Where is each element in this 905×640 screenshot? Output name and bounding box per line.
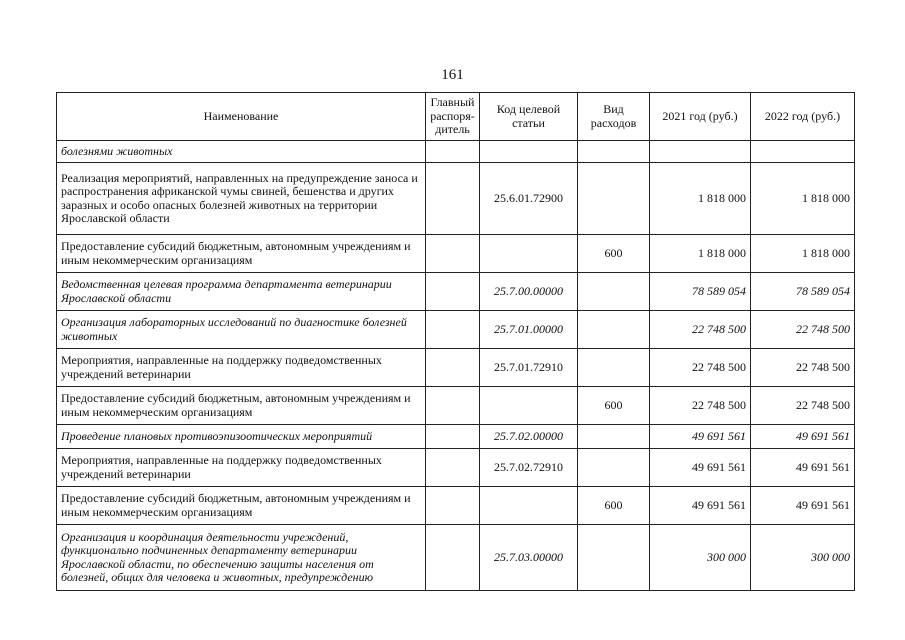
row-2022: 1 818 000: [751, 163, 855, 235]
row-name: Предоставление субсидий бюджетным, автономным учреждениям и иным некоммерческим организациям: [57, 387, 426, 425]
row-name: Мероприятия, направленные на поддержку подведомственных учреждений ветеринарии: [57, 349, 426, 387]
row-2022: 22 748 500: [751, 387, 855, 425]
table-row: [57, 141, 855, 163]
row-2021: 22 748 500: [650, 349, 751, 387]
row-chief: [426, 349, 480, 387]
row-2021: 78 589 054: [650, 273, 751, 311]
row-2021: 49 691 561: [650, 425, 751, 449]
row-name: Реализация мероприятий, направленных на предупреждение заноса и распространения африканской чумы свиней, бешенства и других заразных и особо опасных болезней животных на территории Ярославской области: [57, 163, 426, 235]
row-2021: 22 748 500: [650, 311, 751, 349]
row-expense: [578, 425, 650, 449]
table-row: [57, 273, 855, 311]
row-code: 25.7.00.00000: [480, 273, 578, 311]
row-code: [480, 141, 578, 163]
row-code: 25.7.02.72910: [480, 449, 578, 487]
budget-table: [56, 92, 855, 591]
row-chief: [426, 525, 480, 591]
row-chief: [426, 387, 480, 425]
table-row: [57, 525, 855, 591]
row-expense: [578, 449, 650, 487]
header-expense: Вид расходов: [578, 93, 650, 141]
table-row: [57, 425, 855, 449]
row-code: [480, 235, 578, 273]
table-row: [57, 487, 855, 525]
row-name: Предоставление субсидий бюджетным, автономным учреждениям и иным некоммерческим организациям: [57, 235, 426, 273]
header-chief: Главный распоря-дитель: [426, 93, 480, 141]
row-2022: 300 000: [751, 525, 855, 591]
row-2022: 22 748 500: [751, 311, 855, 349]
row-expense: [578, 273, 650, 311]
row-2021: 22 748 500: [650, 387, 751, 425]
row-2021: 300 000: [650, 525, 751, 591]
row-2022: 1 818 000: [751, 235, 855, 273]
row-2022: 78 589 054: [751, 273, 855, 311]
row-chief: [426, 273, 480, 311]
row-expense: [578, 349, 650, 387]
row-expense: [578, 525, 650, 591]
row-code: 25.6.01.72900: [480, 163, 578, 235]
row-code: 25.7.02.00000: [480, 425, 578, 449]
row-chief: [426, 311, 480, 349]
row-chief: [426, 235, 480, 273]
row-name: Организация и координация деятельности учреждений, функционально подчиненных департаменту ветеринарии Ярославской области, по обеспечению защиты населения от болезней, общих для человека и животных, предупреждению: [57, 525, 426, 591]
row-expense: [578, 311, 650, 349]
row-expense: 600: [578, 487, 650, 525]
header-2022: 2022 год (руб.): [751, 93, 855, 141]
row-2022: 49 691 561: [751, 425, 855, 449]
row-name: Мероприятия, направленные на поддержку подведомственных учреждений ветеринарии: [57, 449, 426, 487]
row-expense: [578, 141, 650, 163]
row-code: 25.7.03.00000: [480, 525, 578, 591]
header-2021: 2021 год (руб.): [650, 93, 751, 141]
row-name: Организация лабораторных исследований по диагностике болезней животных: [57, 311, 426, 349]
table-row: [57, 449, 855, 487]
table-row: [57, 235, 855, 273]
row-2022: [751, 141, 855, 163]
table-row: [57, 349, 855, 387]
row-name: Предоставление субсидий бюджетным, автономным учреждениям и иным некоммерческим организациям: [57, 487, 426, 525]
row-name: Ведомственная целевая программа департамента ветеринарии Ярославской области: [57, 273, 426, 311]
row-2021: 1 818 000: [650, 235, 751, 273]
row-2022: 49 691 561: [751, 449, 855, 487]
row-2022: 22 748 500: [751, 349, 855, 387]
row-chief: [426, 141, 480, 163]
row-2022: 49 691 561: [751, 487, 855, 525]
row-code: 25.7.01.72910: [480, 349, 578, 387]
row-chief: [426, 449, 480, 487]
row-code: 25.7.01.00000: [480, 311, 578, 349]
row-chief: [426, 425, 480, 449]
row-code: [480, 387, 578, 425]
table-row: [57, 387, 855, 425]
header-code: Код целевой статьи: [480, 93, 578, 141]
row-code: [480, 487, 578, 525]
page-number: 161: [441, 67, 464, 83]
row-name: болезнями животных: [57, 141, 426, 163]
table-header-row: [57, 93, 855, 141]
row-expense: [578, 163, 650, 235]
row-chief: [426, 163, 480, 235]
row-expense: 600: [578, 387, 650, 425]
row-2021: [650, 141, 751, 163]
row-2021: 1 818 000: [650, 163, 751, 235]
row-2021: 49 691 561: [650, 487, 751, 525]
table-row: [57, 311, 855, 349]
table-row: [57, 163, 855, 235]
row-expense: 600: [578, 235, 650, 273]
header-name: Наименование: [57, 93, 426, 141]
row-chief: [426, 487, 480, 525]
row-name: Проведение плановых противоэпизоотических мероприятий: [57, 425, 426, 449]
row-2021: 49 691 561: [650, 449, 751, 487]
